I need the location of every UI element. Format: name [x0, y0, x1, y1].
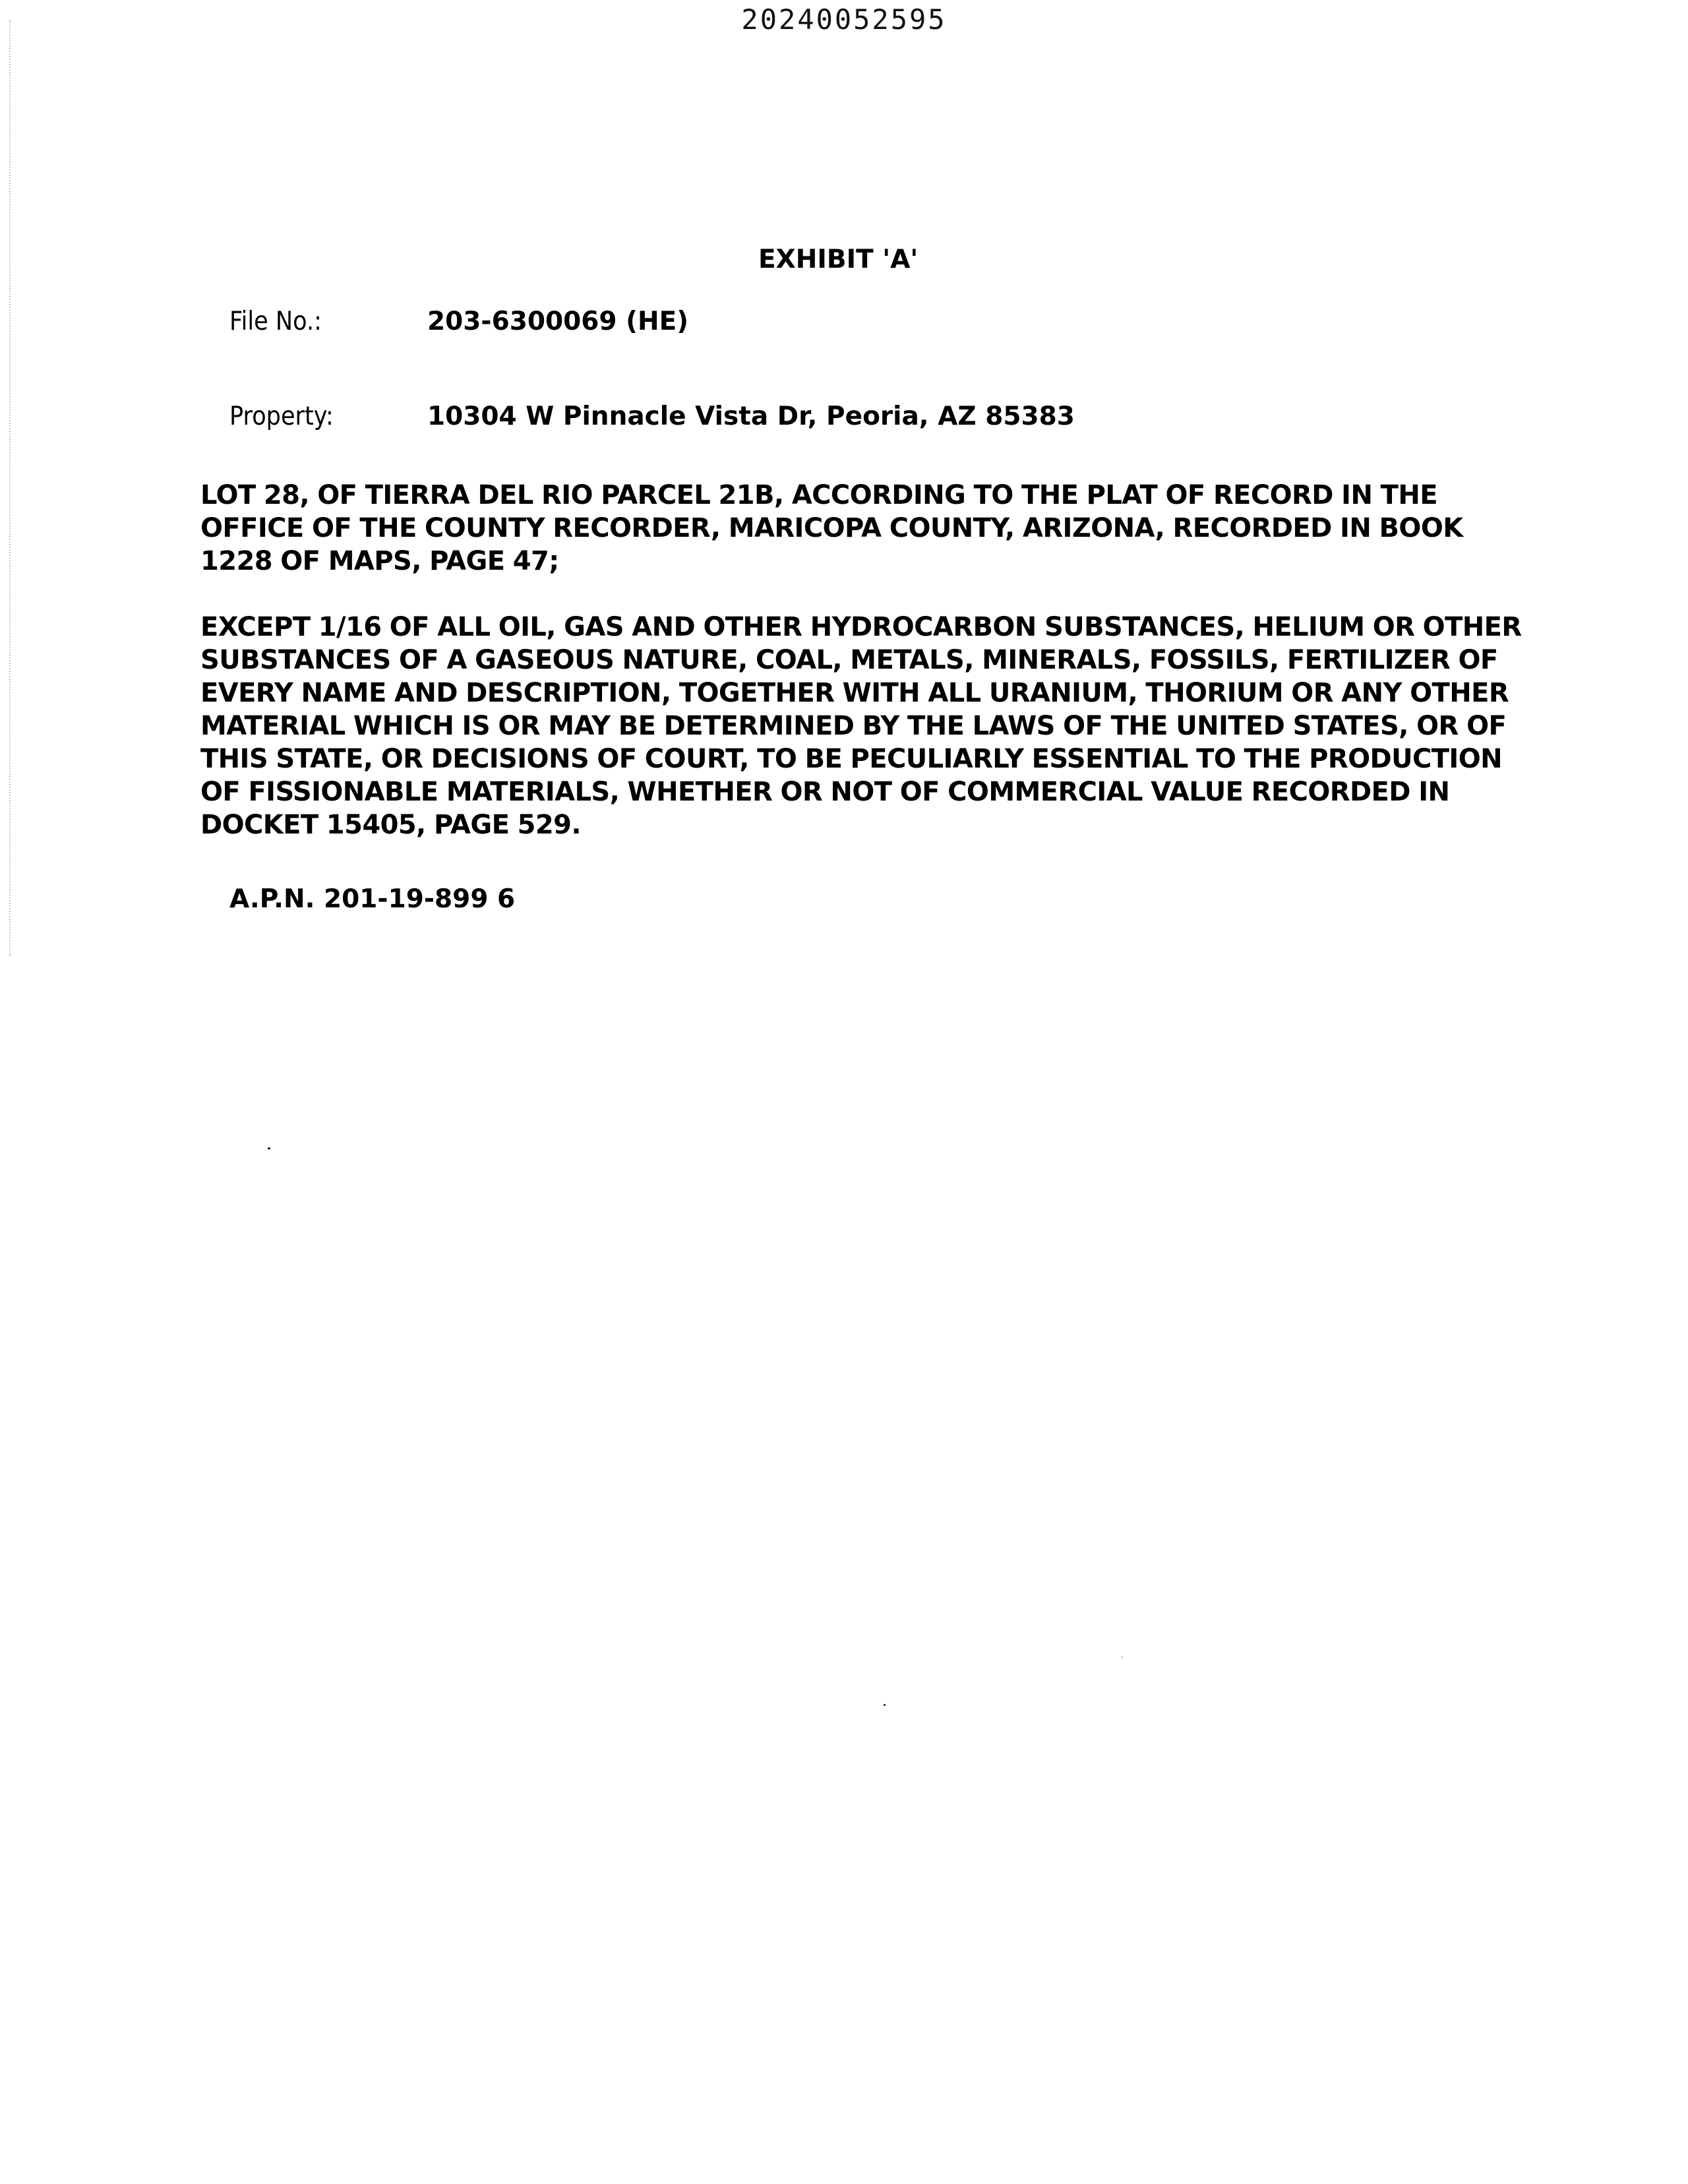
apn-number: A.P.N. 201-19-899 6	[229, 884, 516, 914]
scan-speck	[884, 1704, 886, 1706]
legal-description-lot: LOT 28, OF TIERRA DEL RIO PARCEL 21B, ACCORDING TO THE PLAT OF RECORD IN THE OFFICE OF THE COUNTY RECORDER, MARICOPA COUNTY, ARIZONA, RECORDED IN BOOK 1228 OF MAPS, PAGE 47;	[200, 480, 1463, 576]
legal-description-exception: EXCEPT 1/16 OF ALL OIL, GAS AND OTHER HYDROCARBON SUBSTANCES, HELIUM OR OTHER SUBSTANCES OF A GASEOUS NATURE, COAL, METALS, MINERALS, FOSSILS, FERTILIZER OF EVERY NAME AND DESCRIPTION, TOGETHER WITH ALL URANIUM, THORIUM OR ANY OTHER MATERIAL WHICH IS OR MAY BE DETERMINED BY THE LAWS OF THE UNITED STATES, OR OF THIS STATE, OR DECISIONS OF COURT, TO BE PECULIARLY ESSENTIAL TO THE PRODUCTION OF FISSIONABLE MATERIALS, WHETHER OR NOT OF COMMERCIAL VALUE RECORDED IN DOCKET 15405, PAGE 529.	[200, 612, 1522, 840]
scan-speck	[1121, 1656, 1123, 1658]
property-label: Property:	[229, 402, 334, 431]
file-no-label: File No.:	[229, 307, 322, 336]
property-address: 10304 W Pinnacle Vista Dr, Peoria, AZ 85383	[427, 402, 1075, 431]
scan-edge-line	[9, 20, 11, 956]
exhibit-title: EXHIBIT 'A'	[758, 245, 919, 274]
scan-speck	[268, 1147, 270, 1149]
recording-number: 20240052595	[741, 3, 947, 36]
file-no-value: 203-6300069 (HE)	[427, 307, 689, 336]
